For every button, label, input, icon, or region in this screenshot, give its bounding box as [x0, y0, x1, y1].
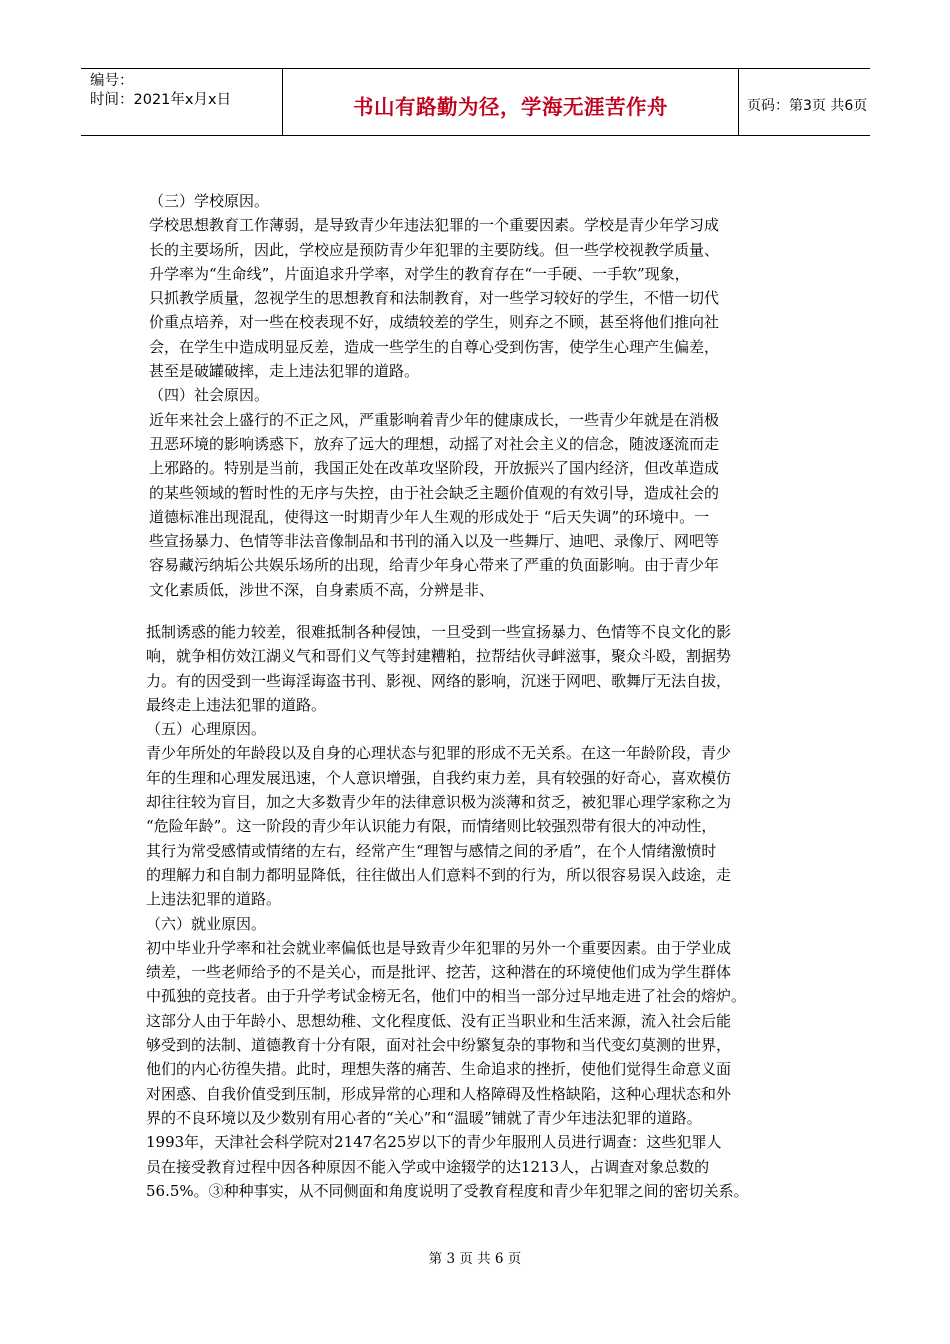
text-line: （三）学校原因。 — [149, 192, 270, 210]
text-line: 响，就争相仿效江湖义气和哥们义气等封建糟粕，拉帮结伙寻衅滋事，聚众斗殴，割据势 — [146, 647, 732, 666]
text-line: 抵制诱惑的能力较差，很难抵制各种侵蚀，一旦受到一些宣扬暴力、色情等不良文化的影 — [146, 623, 732, 641]
text-line: 文化素质低，涉世不深，自身素质不高，分辨是非、 — [149, 580, 495, 599]
text-line: 的理解力和自制力都明显降低，往往做出人们意料不到的行为，所以很容易误入歧途，走 — [146, 865, 732, 884]
body-section-1 — [149, 189, 719, 602]
text-line: 只抓教学质量，忽视学生的思想教育和法制教育，对一些学习较好的学生，不惜一切代 — [149, 289, 720, 308]
body-section-2 — [146, 620, 749, 1203]
text-line: 升学率为“生命线”，片面追求升学率，对学生的教育存在“一手硬、一手软”现象， — [149, 264, 690, 283]
text-line: 近年来社会上盛行的不正之风，严重影响着青少年的健康成长，一些青少年就是在消极 — [149, 410, 720, 429]
text-line: 上邪路的。特别是当前，我国正处在改革攻坚阶段，开放振兴了国内经济，但改革造成 — [149, 459, 720, 478]
text-line: 其行为常受感情或情绪的左右，经常产生“理智与感情之间的矛盾”，在个人情绪激愤时 — [146, 841, 717, 860]
header-meta-cell — [81, 69, 283, 135]
text-line: （五）心理原因。 — [146, 720, 267, 739]
text-line: 甚至是破罐破摔，走上违法犯罪的道路。 — [149, 362, 420, 381]
text-line: 中孤独的竞技者。由于升学考试金榜无名，他们中的相当一部分过早地走进了社会的熔炉。 — [146, 987, 747, 1006]
text-line: 些宣扬暴力、色情等非法音像制品和书刊的涌入以及一些舞厅、迪吧、录像厅、网吧等 — [149, 532, 720, 551]
text-line: “危险年龄”。这一阶段的青少年认识能力有限，而情绪则比较强烈带有很大的冲动性， — [146, 817, 717, 836]
text-line: 上违法犯罪的道路。 — [146, 890, 282, 909]
text-line: 会，在学生中造成明显反差，造成一些学生的自尊心受到伤害，使学生心理产生偏差， — [149, 337, 720, 356]
text-line: 这部分人由于年龄小、思想幼稚、文化程度低、没有正当职业和生活来源，流入社会后能 — [146, 1011, 732, 1030]
text-line: 容易藏污纳垢公共娱乐场所的出现，给青少年身心带来了严重的负面影响。由于青少年 — [149, 556, 720, 575]
text-line: （六）就业原因。 — [146, 914, 267, 933]
text-line: 学校思想教育工作薄弱，是导致青少年违法犯罪的一个重要因素。学校是青少年学习成 — [149, 216, 720, 235]
text-line: 对困惑、自我价值受到压制，形成异常的心理和人格障碍及性格缺陷，这种心理状态和外 — [146, 1084, 732, 1103]
text-line: 最终走上违法犯罪的道路。 — [146, 695, 327, 714]
text-line: 的某些领域的暂时性的无序与失控，由于社会缺乏主题价值观的有效引导，造成社会的 — [149, 483, 720, 502]
page-footer: 第 3 页 共 6 页 — [428, 1251, 522, 1267]
text-line: 丑恶环境的影响诱惑下，放弃了远大的理想，动摇了对社会主义的信念，随波逐流而走 — [149, 434, 720, 453]
text-line: 青少年所处的年龄段以及自身的心理状态与犯罪的形成不无关系。在这一年龄阶段，青少 — [146, 744, 732, 763]
text-line: 他们的内心彷徨失措。此时，理想失落的痛苦、生命追求的挫折，使他们觉得生命意义面 — [146, 1060, 732, 1079]
text-line: 长的主要场所，因此，学校应是预防青少年犯罪的主要防线。但一些学校视教学质量、 — [149, 240, 720, 259]
header-table — [81, 68, 870, 136]
text-line: 道德标准出现混乱，使得这一时期青少年人生观的形成处于 “后天失调”的环境中。一 — [149, 507, 710, 526]
text-line: 56.5%。③种种事实，从不同侧面和角度说明了受教育程度和青少年犯罪之间的密切关系。 — [146, 1181, 749, 1200]
page-label: 页码：第3页 共6页 — [747, 98, 868, 114]
time-label: 时间：2021年x月x日 — [90, 92, 232, 108]
text-line: 够受到的法制、道德教育十分有限，面对社会中纷繁复杂的事物和当代变幻莫测的世界， — [146, 1036, 732, 1055]
text-line: （四）社会原因。 — [149, 386, 270, 405]
text-line: 却往往较为盲目，加之大多数青少年的法律意识极为淡薄和贫乏，被犯罪心理学家称之为 — [146, 793, 732, 812]
number-label: 编号： — [90, 73, 134, 89]
text-line: 绩差，一些老师给予的不是关心，而是批评、挖苦，这种潜在的环境使他们成为学生群体 — [146, 963, 732, 982]
text-line: 员在接受教育过程中因各种原因不能入学或中途辍学的达1213人，占调查对象总数的 — [146, 1157, 710, 1176]
text-line: 力。有的因受到一些诲淫诲盗书刊、影视、网络的影响，沉迷于网吧、歌舞厅无法自拔， — [146, 671, 732, 690]
text-line: 界的不良环境以及少数别有用心者的“关心”和“温暖”铺就了青少年违法犯罪的道路。 — [146, 1108, 702, 1127]
text-line: 1993年，天津社会科学院对2147名25岁以下的青少年服刑人员进行调查：这些犯罪人 — [146, 1133, 722, 1152]
text-line: 价重点培养，对一些在校表现不好，成绩较差的学生，则弃之不顾，甚至将他们推向社 — [149, 313, 720, 332]
motto: 书山有路勤为径，学海无涯苦作舟 — [283, 69, 739, 135]
text-line: 初中毕业升学率和社会就业率偏低也是导致青少年犯罪的另外一个重要因素。由于学业成 — [146, 938, 732, 957]
text-line: 年的生理和心理发展迅速，个人意识增强，自我约束力差，具有较强的好奇心，喜欢模仿 — [146, 768, 732, 787]
